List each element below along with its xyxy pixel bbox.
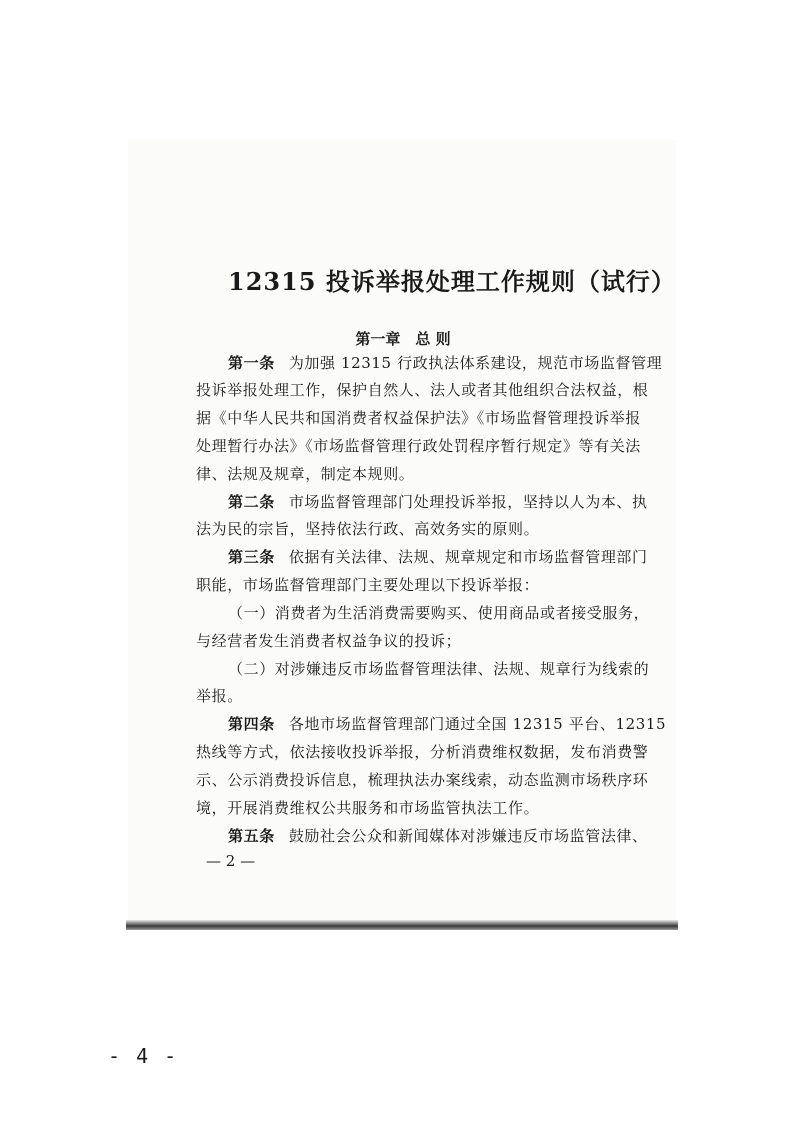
scan-edge-shadow: [126, 920, 678, 930]
article-1-line-1: [228, 353, 662, 373]
article-1-line-4: 处理暂行办法》《市场监督管理行政处罚程序暂行规定》等有关法: [196, 437, 641, 455]
article-1-text: 为加强 12315 行政执法体系建设，规范市场监督管理: [288, 354, 663, 372]
article-3-line-2: 职能，市场监督管理部门主要处理以下投诉举报：: [196, 576, 540, 594]
article-2-line-2: 法为民的宗旨，坚持依法行政、高效务实的原则。: [196, 520, 540, 538]
article-3-item-1-line-2: 与经营者发生消费者权益争议的投诉；: [196, 632, 462, 650]
article-3-label: 第三条: [228, 548, 275, 566]
article-4-line-3: 示、公示消费投诉信息，梳理执法办案线索，动态监测市场秩序环: [196, 771, 649, 789]
article-4-line-2: 热线等方式，依法接收投诉举报，分析消费维权数据，发布消费警: [196, 743, 649, 761]
article-2-label: 第二条: [228, 493, 275, 511]
article-4-line-4: 境，开展消费维权公共服务和市场监管执法工作。: [196, 799, 540, 817]
article-3-item-1-line-1: （一）消费者为生活消费需要购买、使用商品或者接受服务，: [228, 604, 650, 622]
article-4-line-1: [228, 714, 666, 734]
article-2-text: 市场监督管理部门处理投诉举报，坚持以人为本、执: [288, 493, 648, 511]
article-5-line-1: [228, 826, 648, 846]
article-4-text: 各地市场监督管理部门通过全国 12315 平台、12315: [288, 715, 667, 733]
document-title: 12315 投诉举报处理工作规则（试行）: [228, 267, 676, 296]
article-3-text: 依据有关法律、法规、规章规定和市场监督管理部门: [288, 548, 648, 566]
article-1-label: 第一条: [228, 354, 275, 372]
article-5-text: 鼓励社会公众和新闻媒体对涉嫌违反市场监管法律、: [288, 827, 648, 845]
article-3-item-2-line-2: 举报。: [196, 687, 243, 705]
article-1-line-3: 据《中华人民共和国消费者权益保护法》《市场监督管理投诉举报: [196, 409, 641, 427]
chapter-heading: 第一章 总 则: [355, 330, 451, 348]
article-2-line-1: [228, 492, 648, 512]
article-1-line-5: 律、法规及规章，制定本规则。: [196, 465, 415, 483]
article-3-line-1: [228, 547, 648, 567]
article-3-item-2-line-1: （二）对涉嫌违反市场监督管理法律、法规、规章行为线索的: [228, 660, 650, 678]
inner-page-number: — 2 —: [206, 852, 256, 870]
article-1-line-2: 投诉举报处理工作，保护自然人、法人或者其他组织合法权益，根: [196, 381, 649, 399]
article-4-label: 第四条: [228, 715, 275, 733]
outer-page-number: - 4 -: [108, 1044, 179, 1068]
article-5-label: 第五条: [228, 827, 275, 845]
